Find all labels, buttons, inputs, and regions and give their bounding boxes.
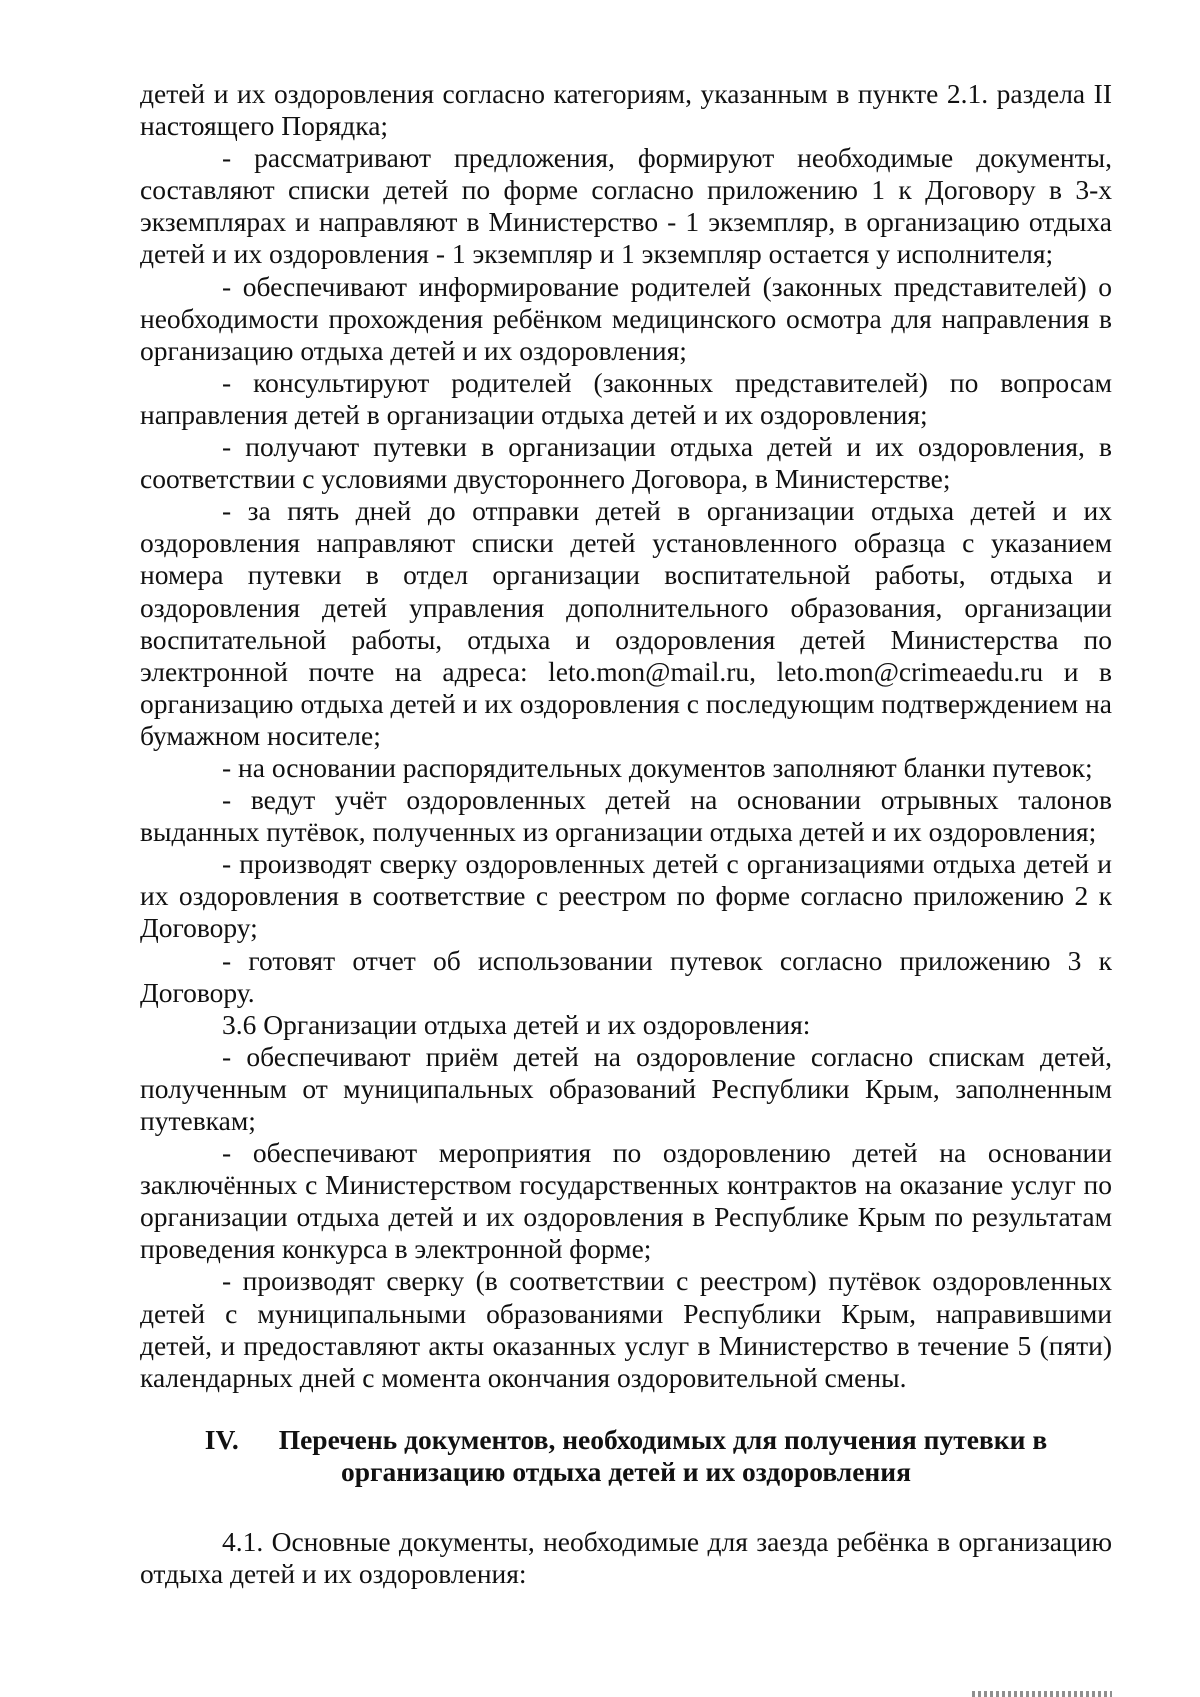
paragraph: - готовят отчет об использовании путевок согласно приложению 3 к Договору. xyxy=(140,944,1112,1008)
scan-artifact xyxy=(972,1691,1112,1697)
section-heading xyxy=(140,1424,1112,1488)
section-title-line2: организацию отдыха детей и их оздоровления xyxy=(340,1455,912,1487)
paragraph: - производят сверку (в соответствии с реестром) путёвок оздоровленных детей с муниципальными образованиями Республики Крым, направившими детей, и предоставляют акты оказанных услуг в Министерство в течение 5 (пяти) календарных дней с момента окончания оздоровительной смены. xyxy=(140,1265,1112,1393)
paragraph: - рассматривают предложения, формируют необходимые документы, составляют списки детей по форме согласно приложению 1 к Договору в 3-х экземплярах и направляют в Министерство - 1 экземпляр, в организацию отдыха детей и их оздоровления - 1 экземпляр и 1 экземпляр остается у исполнителя; xyxy=(140,142,1112,270)
paragraph: - обеспечивают приём детей на оздоровление согласно спискам детей, полученным от муниципальных образований Республики Крым, заполненным путевкам; xyxy=(140,1040,1112,1136)
document-page xyxy=(140,78,1112,1590)
paragraph: - обеспечивают информирование родителей (законных представителей) о необходимости прохождения ребёнком медицинского осмотра для направления в организацию отдыха детей и их оздоровления; xyxy=(140,270,1112,366)
paragraph: - ведут учёт оздоровленных детей на основании отрывных талонов выданных путёвок, полученных из организации отдыха детей и их оздоровления; xyxy=(140,784,1112,848)
paragraph: - консультируют родителей (законных представителей) по вопросам направления детей в организации отдыха детей и их оздоровления; xyxy=(140,366,1112,430)
paragraph: 3.6 Организации отдыха детей и их оздоровления: xyxy=(222,1008,811,1040)
paragraph: - обеспечивают мероприятия по оздоровлению детей на основании заключённых с Министерством государственных контрактов на оказание услуг по организации отдыха детей и их оздоровления в Республике Крым по результатам проведения конкурса в электронной форме; xyxy=(140,1137,1112,1265)
paragraph-list xyxy=(140,78,1112,1394)
paragraph: - получают путевки в организации отдыха детей и их оздоровления, в соответствии с условиями двустороннего Договора, в Министерстве; xyxy=(140,431,1112,495)
section-number: IV. xyxy=(204,1423,239,1455)
paragraph: - за пять дней до отправки детей в организации отдыха детей и их оздоровления направляют списки детей установленного образца с указанием номера путевки в отдел организации воспитательной работы, отдыха и оздоровления детей управления дополнительного образования, организации воспитательной работы, отдыха и оздоровления детей Министерства по электронной почте на адреса: leto.mon@mail.ru, leto.mon@crimeaedu.ru и в организацию отдыха детей и их оздоровления с последующим подтверждением на бумажном носителе; xyxy=(140,495,1112,751)
paragraph: - производят сверку оздоровленных детей с организациями отдыха детей и их оздоровления в соответствие с реестром по форме согласно приложению 2 к Договору; xyxy=(140,848,1112,944)
paragraph: - на основании распорядительных документов заполняют бланки путевок; xyxy=(222,751,1093,783)
closing-paragraph: 4.1. Основные документы, необходимые для заезда ребёнка в организацию отдыха детей и их оздоровления: xyxy=(140,1525,1112,1589)
paragraph: детей и их оздоровления согласно категориям, указанным в пункте 2.1. раздела II настоящего Порядка; xyxy=(140,78,1112,142)
section-title-line1: Перечень документов, необходимых для получения путевки в xyxy=(278,1423,1048,1455)
